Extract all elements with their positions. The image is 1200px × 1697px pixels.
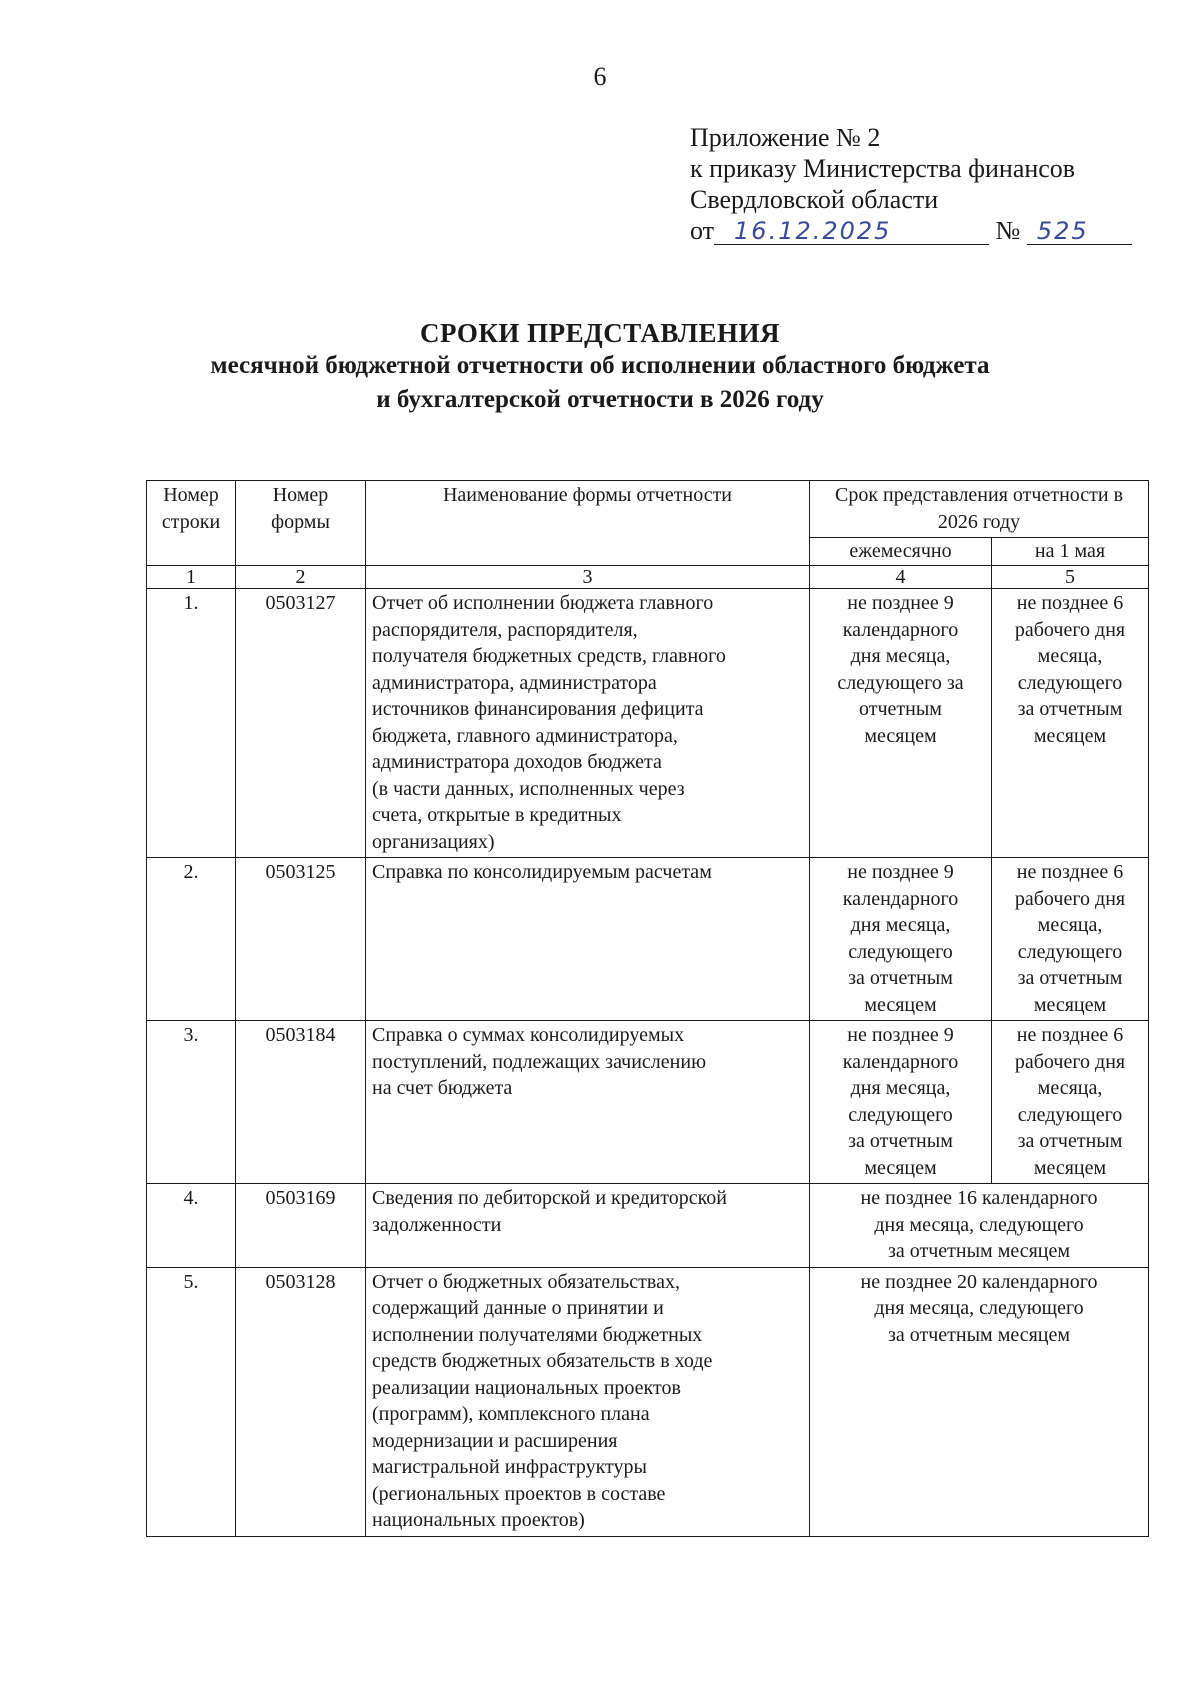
form-name: Отчет о бюджетных обязательствах, содержащий данные о принятии и исполнении получателями бюджетных средств бюджетных обязательств в ходе реализации национальных проектов (программ), комплексного плана модернизации и расширения магистральной инфраструктуры (региональных проектов в составе национальных проектов) <box>366 1267 810 1536</box>
deadline-may1: не позднее 6 рабочего дня месяца, следующего за отчетным месяцем <box>992 1021 1149 1184</box>
number-prefix: № <box>995 216 1021 245</box>
row-number: 2. <box>147 858 236 1021</box>
column-number: 5 <box>992 566 1149 589</box>
form-name: Сведения по дебиторской и кредиторской задолженности <box>366 1184 810 1268</box>
header-may1: на 1 мая <box>992 538 1149 566</box>
form-number: 0503169 <box>236 1184 366 1268</box>
title-main: СРОКИ ПРЕДСТАВЛЕНИЯ <box>419 318 780 348</box>
form-number: 0503125 <box>236 858 366 1021</box>
form-number: 0503128 <box>236 1267 366 1536</box>
title-line-3: и бухгалтерской отчетности в 2026 году <box>376 386 824 413</box>
row-number: 5. <box>147 1267 236 1536</box>
column-numbers-row <box>147 566 1149 589</box>
header-deadline: Срок представления отчетности в 2026 году <box>810 481 1149 538</box>
title-line-2: месячной бюджетной отчетности об исполнении областного бюджета <box>210 352 990 379</box>
table-row <box>147 858 1149 1021</box>
table-row <box>147 1184 1149 1268</box>
appendix-line-3: Свердловской области <box>690 185 939 214</box>
row-number: 4. <box>147 1184 236 1268</box>
deadline-may1: не позднее 6 рабочего дня месяца, следующего за отчетным месяцем <box>992 858 1149 1021</box>
appendix-line-2: к приказу Министерства финансов <box>690 154 1076 183</box>
deadline-monthly: не позднее 9 календарного дня месяца, следующего за отчетным месяцем <box>810 1021 992 1184</box>
table-row <box>147 1021 1149 1184</box>
header-row-number: Номер строки <box>147 481 236 566</box>
form-number: 0503127 <box>236 589 366 858</box>
appendix-date-number-line <box>690 215 1132 246</box>
header-form-number: Номер формы <box>236 481 366 566</box>
appendix-line-1: Приложение № 2 <box>690 123 881 152</box>
form-name: Справка по консолидируемым расчетам <box>366 858 810 1021</box>
date-prefix: от <box>690 216 715 245</box>
row-number: 3. <box>147 1021 236 1184</box>
table-row <box>147 589 1149 858</box>
table-row <box>147 1267 1149 1536</box>
column-number: 3 <box>366 566 810 589</box>
deadline-monthly: не позднее 9 календарного дня месяца, следующего за отчетным месяцем <box>810 589 992 858</box>
deadlines-table <box>146 480 1149 1537</box>
form-name: Отчет об исполнении бюджета главного распорядителя, распорядителя, получателя бюджетных средств, главного администратора, администратора источников финансирования дефицита бюджета, главного администратора, администратора доходов бюджета (в части данных, исполненных через счета, открытые в кредитных организациях) <box>366 589 810 858</box>
deadline-merged: не позднее 16 календарного дня месяца, следующего за отчетным месяцем <box>810 1184 1149 1268</box>
deadline-merged: не позднее 20 календарного дня месяца, следующего за отчетным месяцем <box>810 1267 1149 1536</box>
appendix-block <box>690 122 1132 246</box>
form-number: 0503184 <box>236 1021 366 1184</box>
form-name: Справка о суммах консолидируемых поступлений, подлежащих зачислению на счет бюджета <box>366 1021 810 1184</box>
handwritten-date: 16.12.2025 <box>714 216 989 245</box>
column-number: 2 <box>236 566 366 589</box>
deadline-may1: не позднее 6 рабочего дня месяца, следующего за отчетным месяцем <box>992 589 1149 858</box>
handwritten-number: 525 <box>1027 216 1132 245</box>
header-monthly: ежемесячно <box>810 538 992 566</box>
document-title <box>0 318 1200 417</box>
page-number: 6 <box>593 62 607 91</box>
header-form-name: Наименование формы отчетности <box>366 481 810 566</box>
row-number: 1. <box>147 589 236 858</box>
deadline-monthly: не позднее 9 календарного дня месяца, следующего за отчетным месяцем <box>810 858 992 1021</box>
column-number: 1 <box>147 566 236 589</box>
column-number: 4 <box>810 566 992 589</box>
